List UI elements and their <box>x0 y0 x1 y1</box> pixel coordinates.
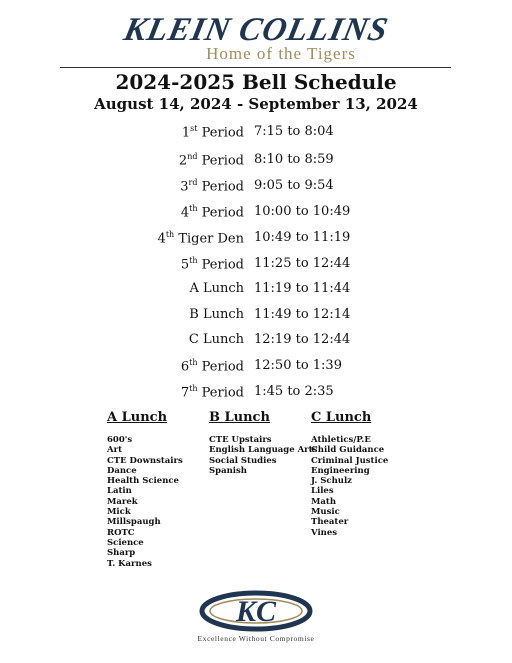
lunch-list <box>311 435 431 538</box>
period-name: Period <box>197 153 244 169</box>
period-time: 8:10 to 8:59 <box>254 152 334 167</box>
lunch-list-item: Spanish <box>209 465 247 476</box>
lunch-list-item: Criminal Justice <box>311 455 389 466</box>
period-label <box>182 124 244 140</box>
period-number: 5 <box>180 257 190 273</box>
period-label <box>181 358 244 374</box>
lunch-list-item: 600's <box>107 435 133 445</box>
ordinal-suffix: st <box>190 124 198 133</box>
lunch-list-item: Liles <box>311 486 334 497</box>
period-number: 6 <box>180 359 190 375</box>
period-time: 11:25 to 12:44 <box>254 256 351 271</box>
period-label <box>181 204 244 220</box>
ordinal-suffix: th <box>189 384 198 393</box>
period-name: C Lunch <box>188 332 244 347</box>
schedule-row <box>0 124 512 144</box>
lunch-list-item: Athletics/P.E <box>311 435 371 445</box>
period-name: Period <box>197 205 244 221</box>
school-logo <box>0 10 512 66</box>
lunch-list-item: Music <box>311 507 340 518</box>
lunch-heading: A Lunch <box>107 410 168 425</box>
lunch-list-item: CTE Downstairs <box>107 455 183 466</box>
lunch-list-item: Latin <box>107 486 132 497</box>
page-title: 2024-2025 Bell Schedule <box>115 70 397 94</box>
brand-subtitle: Home of the Tigers <box>206 44 356 63</box>
lunch-list-item: English Language Arts <box>209 445 318 456</box>
ordinal-suffix: th <box>165 230 175 239</box>
period-number: 4 <box>180 205 190 221</box>
period-time: 10:00 to 10:49 <box>254 204 351 219</box>
period-time: 12:19 to 12:44 <box>254 332 351 347</box>
header-divider <box>60 67 451 68</box>
period-label <box>158 230 244 246</box>
period-label <box>189 281 244 296</box>
ordinal-suffix: nd <box>187 152 198 161</box>
ordinal-suffix: th <box>189 256 198 265</box>
schedule-row <box>0 281 512 301</box>
lunch-list-item: Social Studies <box>209 455 277 466</box>
period-time: 7:15 to 8:04 <box>254 124 334 139</box>
period-name: Tiger Den <box>174 231 244 247</box>
lunch-list-item: ROTC <box>107 527 135 538</box>
date-range: August 14, 2024 - September 13, 2024 <box>94 95 418 113</box>
period-label <box>181 384 244 400</box>
period-time: 10:49 to 11:19 <box>254 230 351 245</box>
period-label <box>180 178 244 194</box>
period-name: Period <box>197 257 244 273</box>
kc-emblem-icon <box>199 590 313 632</box>
lunch-list-item: T. Karnes <box>107 558 152 569</box>
lunch-column-c <box>311 410 431 538</box>
schedule-row <box>0 384 512 404</box>
lunch-list-item: Marek <box>107 496 138 507</box>
footer-logo <box>0 586 512 646</box>
period-number: 1 <box>181 125 191 141</box>
schedule-row <box>0 358 512 378</box>
period-name: Period <box>197 125 244 141</box>
period-name: Period <box>197 179 244 195</box>
lunch-list-item: Math <box>311 496 337 507</box>
schedule-row <box>0 178 512 198</box>
schedule-row <box>0 204 512 224</box>
lunch-list-item: Child Guidance <box>311 445 385 456</box>
period-time: 12:50 to 1:39 <box>254 358 342 373</box>
period-name: A Lunch <box>189 281 244 296</box>
schedule-row <box>0 256 512 276</box>
lunch-list-item: Theater <box>311 517 349 528</box>
period-name: Period <box>197 359 244 375</box>
period-number: 7 <box>180 385 190 401</box>
period-label <box>181 256 244 272</box>
period-label <box>189 332 244 347</box>
lunch-list-item: Science <box>107 537 144 548</box>
schedule-row <box>0 230 512 250</box>
lunch-list-item: J. Schulz <box>311 476 353 487</box>
lunch-heading: B Lunch <box>209 410 270 425</box>
period-name: Period <box>197 385 244 401</box>
period-number: 3 <box>180 179 189 195</box>
lunch-list-item: Dance <box>107 465 137 476</box>
ordinal-suffix: th <box>189 358 198 367</box>
ordinal-suffix: th <box>189 204 198 213</box>
period-time: 11:19 to 11:44 <box>254 281 351 296</box>
period-name: B Lunch <box>189 307 244 322</box>
emblem-text: KC <box>235 595 277 628</box>
schedule-row <box>0 332 512 352</box>
period-label <box>179 152 244 168</box>
tagline: Excellence Without Compromise <box>197 634 315 643</box>
lunch-list-item: Sharp <box>107 548 136 559</box>
lunch-list-item: Millspaugh <box>107 517 161 528</box>
period-time: 11:49 to 12:14 <box>254 307 351 322</box>
lunch-list-item: Vines <box>311 527 338 538</box>
lunch-list-item: CTE Upstairs <box>209 435 272 445</box>
ordinal-suffix: rd <box>188 178 198 187</box>
schedule-row <box>0 152 512 172</box>
lunch-list-item: Art <box>107 445 122 456</box>
lunch-list-item: Mick <box>107 507 131 518</box>
lunch-list-item: Engineering <box>311 465 370 476</box>
lunch-heading: C Lunch <box>311 410 372 425</box>
schedule-row <box>0 307 512 327</box>
lunch-list-item: Health Science <box>107 476 179 487</box>
brand-name: KLEIN COLLINS <box>120 12 392 48</box>
period-time: 9:05 to 9:54 <box>254 178 334 193</box>
period-time: 1:45 to 2:35 <box>254 384 334 399</box>
period-label <box>189 307 244 322</box>
period-number: 2 <box>178 153 188 169</box>
period-number: 4 <box>157 231 166 247</box>
